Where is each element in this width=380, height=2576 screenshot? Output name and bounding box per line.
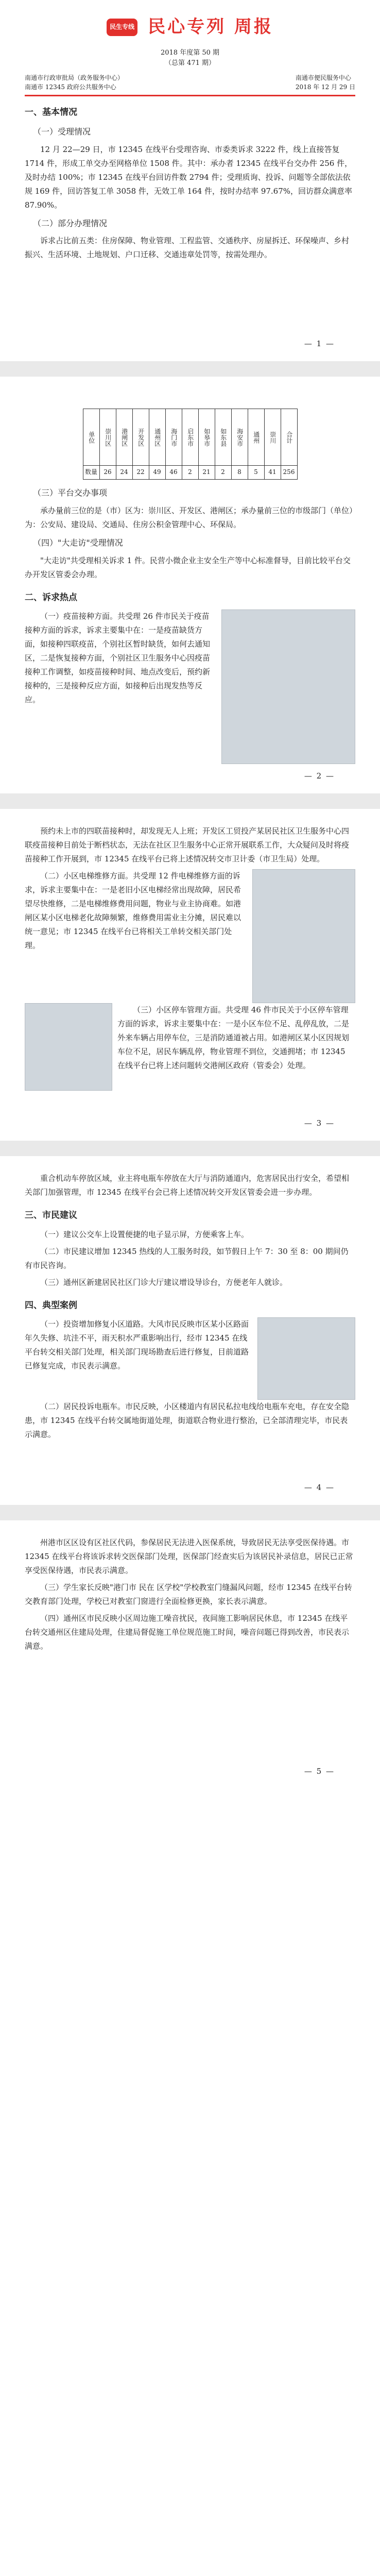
summary-table <box>83 409 298 480</box>
page-2 <box>0 377 380 809</box>
section-heading: 二、诉求热点 <box>25 592 77 603</box>
page-1 <box>0 0 380 377</box>
subsection-heading: （四）"大走访"受理情况 <box>33 537 123 548</box>
table-header: 通州 <box>248 409 264 466</box>
issue-number: 2018 年度第 50 期 <box>160 49 220 57</box>
table-cell: 数量 <box>83 466 99 480</box>
subsection-heading: （一）受理情况 <box>33 126 91 137</box>
table-cell: 41 <box>264 466 281 480</box>
photo-elevator <box>252 869 355 1003</box>
table-cell: 22 <box>132 466 149 480</box>
table-cell: 2 <box>215 466 231 480</box>
unit-mid: 南通市便民服务中心 <box>295 74 351 82</box>
table-cell: 24 <box>116 466 132 480</box>
table-header: 海门市 <box>165 409 182 466</box>
paragraph: （三）学生家长反映"港门市 民在 区学校"学校教室门缝漏风问题，经市 12345 在线平台转交教育部门处理，学校已对教室门窗进行全面检修更换，家长表示满意。 <box>25 1583 352 1606</box>
elevator-block <box>25 869 355 1003</box>
section-heading: 四、典型案例 <box>25 1300 77 1311</box>
section-heading: 一、基本情况 <box>25 107 77 118</box>
photo-vaccination <box>221 609 355 764</box>
page-separator <box>0 361 380 377</box>
table-header: 如东县 <box>215 409 231 466</box>
subsection-heading: （二）部分办理情况 <box>33 218 108 228</box>
table-header: 海安市 <box>231 409 248 466</box>
table-header: 港闸区 <box>116 409 132 466</box>
paragraph: （一）投资增加修复小区道路。大风市民反映市区某小区路面年久失修、坑洼不平，雨天积水严重影响出行，经市 12345 在线平台转交相关部门处理，相关部门现场勘查后进行修复，目前道路已修复完成，市民表示满意。 <box>25 1319 249 1371</box>
paragraph: 承办量前三位的是（市）区为：崇川区、开发区、港闸区；承办量前三位的市级部门（单位）为：公安局、建设局、交通局、住房公积金管理中心、环保局。 <box>25 505 353 529</box>
issue-total: （总第 471 期） <box>164 59 216 67</box>
photo-road <box>257 1317 355 1400</box>
unit-left-1: 南通市行政审批局（政务服务中心） <box>25 74 124 82</box>
page-3 <box>0 809 380 1156</box>
table-header: 崇川区 <box>99 409 116 466</box>
page-4 <box>0 1156 380 1520</box>
paragraph: 重合机动车停放区域，业主将电瓶车停放在大厅与消防通道内，危害居民出行安全，希望相关部门加强管理，市 12345 在线平台会已将上述情况转交开发区管委会进一步办理。 <box>25 1174 350 1197</box>
table-header: 崇川 <box>264 409 281 466</box>
page-number: — 5 — <box>304 1767 335 1776</box>
table-cell: 2 <box>182 466 198 480</box>
paragraph: 州港市区区设有区社区代码，参保居民无法进入医保系统，导致居民无法享受医保待遇。市 12345 在线平台将该诉求转交医保部门处理，医保部门经查实后为该居民补录信息，居民已正常享受医保待遇，市民表示满意。 <box>25 1538 353 1575</box>
page-number: — 1 — <box>304 339 335 349</box>
table-cell: 256 <box>281 466 297 480</box>
table-cell: 46 <box>165 466 182 480</box>
masthead <box>25 0 355 48</box>
table-cell: 8 <box>231 466 248 480</box>
paragraph: 诉求占比前五类：住房保障、物业管理、工程监管、交通秩序、房屋拆迁、环保噪声、乡村振兴、生活环境、土地规划、户口迁移、交通违章处罚等，按需处理办。 <box>25 236 350 260</box>
page-number: — 2 — <box>304 771 335 781</box>
paragraph: （一）疫苗接种方面。共受理 26 件市民关于疫苗接种方面的诉求，诉求主要集中在：一是疫苗缺货方面，如接种四联疫苗，个别社区暂时缺货，如何去通知区，二是恢复接种方面，个别社区卫生服务中心因疫苗接种工作调整，如疫苗接种时间、地点改变后，预约新接种的，三是接种反应方面，如接种后出现发热等反应。 <box>25 612 211 705</box>
hotspot-block <box>25 609 355 764</box>
page-separator <box>0 1141 380 1156</box>
paragraph: （三）小区停车管理方面。共受理 46 件市民关于小区停车管理方面的诉求，诉求主要集中在：一是小区车位不足、乱停乱放，二是外来车辆占用停车位，三是消防通道被占用。如港闸区某小区因规划车位不足，居民车辆乱停，物业管理不到位，交通拥堵；市 12345 在线平台已将上述问题转交港闸区政府（管委会）处理。 <box>117 1005 350 1071</box>
table-header: 单位 <box>83 409 99 466</box>
page-number: — 3 — <box>304 1118 335 1128</box>
case-block <box>25 1317 355 1400</box>
page-separator <box>0 793 380 809</box>
table-cell: 49 <box>149 466 165 480</box>
paragraph: （四）通州区市民反映小区周边施工噪音扰民，夜间施工影响居民休息，市 12345 在线平台转交通州区住建局处理，住建局督促施工单位规范施工时间，噪音问题已得到改善，市民表示满意。 <box>25 1614 350 1651</box>
section-heading: 三、市民建议 <box>25 1210 77 1221</box>
masthead-title: 民心专列 周报 <box>148 16 273 37</box>
paragraph: 12 月 22—29 日，市 12345 在线平台受理咨询、市委类诉求 3222 件，线上直接答复 1714 件，形成工单交办至网格单位 1508 件。其中：承办者 12345 在线平台交办件 256 件，及时办结 100%；市 12345 在线平台回访件数 2794 件；受理质询、投诉、问题等全部依法依规 169 件，回访答复工单 3058 件，无效工单 164 件，按时办结率 97.67%，回访群众满意率 87.90%。 <box>25 144 353 210</box>
paragraph: （二）居民投诉电瓶车。市民反映，小区楼道内有居民私拉电线给电瓶车充电，存在安全隐患，市 12345 在线平台转交属地街道处理，街道联合物业进行整治，已全部清理完毕，市民表示满意。 <box>25 1402 350 1439</box>
logo-badge: 民生专线 <box>107 19 137 36</box>
paragraph: 预约未上市的四联苗接种时，却发现无人上班；开发区工贸投产某居民社区卫生服务中心四联疫苗接种目前处于断档状态，无法在社区卫生服务中心正常开展联系工作，大众疑问及时将疫苗接种工作开展到，市 12345 在线平台已将上述情况转交市卫计委（市卫生局）处理。 <box>25 826 350 864</box>
paragraph: "大走访"共受理相关诉求 1 件。民营小微企业主安全生产等中心标准督导，目前比较平台交办开发区管委会办理。 <box>25 555 351 579</box>
table-header: 合计 <box>281 409 297 466</box>
page-number: — 4 — <box>304 1483 335 1493</box>
paragraph: （二）小区电梯维修方面。共受理 12 件电梯维修方面的诉求，诉求主要集中在：一是老旧小区电梯经常出现故障，居民希望尽快维修，二是电梯维修费用问题，物业与业主协商难。如港闸区某小区电梯老化故障频繁，维修费用需业主分摊，居民难以统一意见；市 12345 在线平台已将相关工单转交相关部门处理。 <box>25 871 241 951</box>
paragraph: （三）通州区新建居民社区门诊大厅建议增设导诊台，方便老年人就诊。 <box>40 1277 288 1287</box>
unit-left-2: 南通市 12345 政府公共服务中心 <box>25 83 116 91</box>
table-header: 启东市 <box>182 409 198 466</box>
logo <box>107 19 137 36</box>
subsection-heading: （三）平台交办事项 <box>33 487 108 498</box>
paragraph: （二）市民建议增加 12345 热线的人工服务时段，如节假日上午 7：30 至 8：00 期间仍有市民咨询。 <box>25 1246 349 1270</box>
page-5 <box>0 1520 380 1778</box>
table-cell: 21 <box>198 466 215 480</box>
paragraph: （一）建议公交车上设置便捷的电子显示屏，方便乘客上车。 <box>40 1229 249 1239</box>
table-header: 开发区 <box>132 409 149 466</box>
table-header: 如皋市 <box>198 409 215 466</box>
unit-row <box>25 73 355 92</box>
table-cell: 26 <box>99 466 116 480</box>
red-divider <box>25 95 355 96</box>
photo-parking <box>25 1003 112 1091</box>
table-header: 通州区 <box>149 409 165 466</box>
issue-date: 2018 年 12 月 29 日 <box>295 83 355 91</box>
table-cell: 5 <box>248 466 264 480</box>
page-separator <box>0 1505 380 1520</box>
parking-block <box>25 1003 355 1091</box>
